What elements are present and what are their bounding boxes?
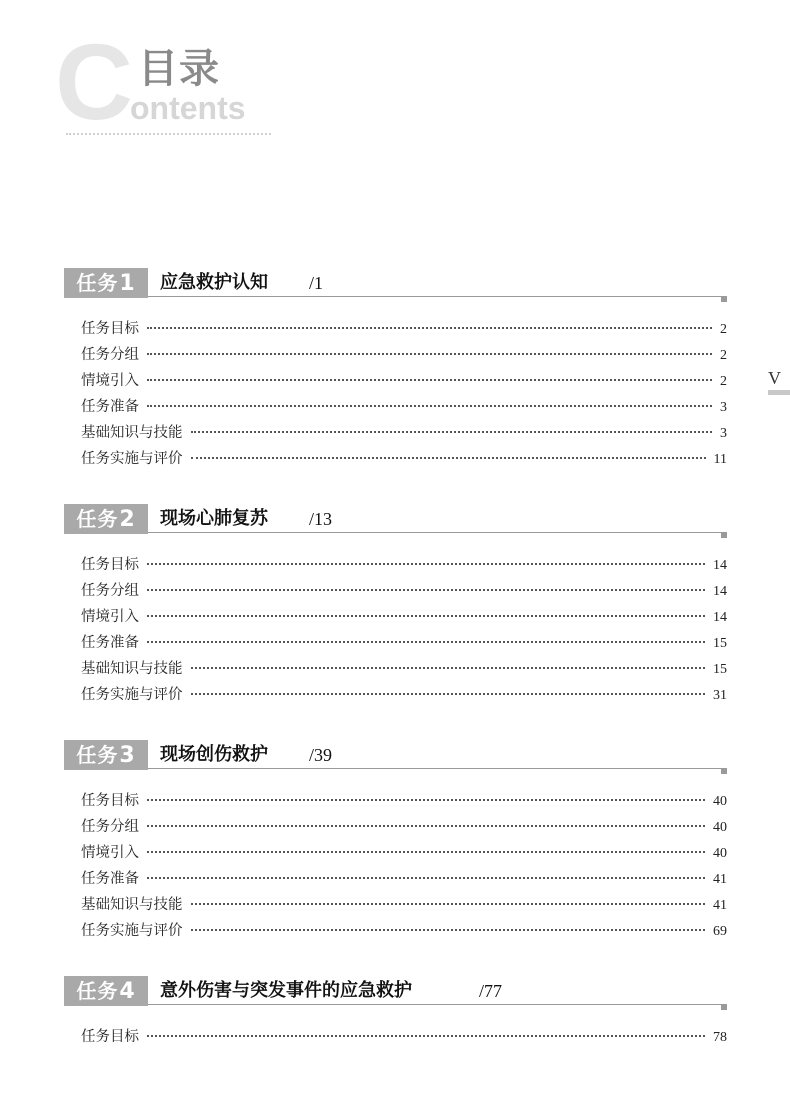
section-underline xyxy=(148,532,721,533)
section-underline xyxy=(148,296,721,297)
toc-entry-label: 任务分组 xyxy=(81,347,139,363)
toc-entry-page: 40 xyxy=(713,846,727,861)
toc-entry-page: 41 xyxy=(713,872,727,887)
toc-entry-label: 基础知识与技能 xyxy=(81,425,183,441)
toc-entry-label: 任务准备 xyxy=(81,871,139,887)
toc-entry[interactable] xyxy=(81,447,727,473)
section-page-number: /1 xyxy=(309,273,324,293)
toc-entry-page: 40 xyxy=(713,794,727,809)
dot-leader xyxy=(147,589,705,591)
section-underline xyxy=(148,1004,721,1005)
toc-entry[interactable] xyxy=(81,815,727,841)
task-badge xyxy=(64,504,148,534)
toc-entry[interactable] xyxy=(81,317,727,343)
toc-entry-label: 情境引入 xyxy=(81,373,139,389)
toc-entry-page: 31 xyxy=(713,688,727,703)
dot-leader xyxy=(191,693,706,695)
dot-leader xyxy=(147,379,712,381)
section-entries xyxy=(81,553,727,709)
task-badge-label: 任务 xyxy=(76,743,119,767)
section-title: 应急救护认知 xyxy=(160,272,268,293)
toc-entry-label: 基础知识与技能 xyxy=(81,897,183,913)
toc-entry-label: 任务分组 xyxy=(81,583,139,599)
dot-leader xyxy=(147,641,705,643)
toc-entry[interactable] xyxy=(81,893,727,919)
toc-entry[interactable] xyxy=(81,421,727,447)
header-big-letter: C xyxy=(55,21,133,142)
side-page-tab xyxy=(768,390,790,395)
task-badge-number: 2 xyxy=(119,507,136,532)
task-badge-number: 4 xyxy=(119,979,136,1004)
dot-leader xyxy=(147,877,705,879)
section-header[interactable] xyxy=(64,504,727,542)
section-entries xyxy=(81,789,727,945)
dot-leader xyxy=(191,457,706,459)
dot-leader xyxy=(147,615,705,617)
header-dotted-divider xyxy=(66,133,271,135)
section-header[interactable] xyxy=(64,740,727,778)
toc-entry-page: 11 xyxy=(713,452,727,467)
toc-entry[interactable] xyxy=(81,631,727,657)
toc-entry[interactable] xyxy=(81,395,727,421)
dot-leader xyxy=(147,353,712,355)
section-page-number: /77 xyxy=(479,981,503,1001)
toc-section-1 xyxy=(64,268,727,467)
toc-entry[interactable] xyxy=(81,789,727,815)
task-badge xyxy=(64,740,148,770)
section-header[interactable] xyxy=(64,976,727,1014)
toc-entry-label: 任务分组 xyxy=(81,819,139,835)
toc-entry-label: 情境引入 xyxy=(81,845,139,861)
task-badge xyxy=(64,268,148,298)
task-badge-number: 3 xyxy=(119,743,136,768)
toc-entry-label: 任务准备 xyxy=(81,399,139,415)
dot-leader xyxy=(191,667,706,669)
toc-entry-label: 任务目标 xyxy=(81,1029,139,1045)
toc-entry-label: 基础知识与技能 xyxy=(81,661,183,677)
task-badge-number: 1 xyxy=(119,271,136,296)
toc-entry-label: 任务准备 xyxy=(81,635,139,651)
side-page-number: V xyxy=(768,368,781,388)
dot-leader xyxy=(147,851,705,853)
dot-leader xyxy=(147,327,712,329)
toc-entry[interactable] xyxy=(81,657,727,683)
toc-entry[interactable] xyxy=(81,369,727,395)
task-badge-label: 任务 xyxy=(76,271,119,295)
toc-entry-label: 任务目标 xyxy=(81,793,139,809)
toc-entry-label: 情境引入 xyxy=(81,609,139,625)
section-title: 现场心肺复苏 xyxy=(160,508,268,529)
page-title: 目录 xyxy=(138,46,220,92)
toc-entry-label: 任务目标 xyxy=(81,321,139,337)
toc-entry[interactable] xyxy=(81,553,727,579)
section-end-square xyxy=(721,768,727,774)
toc-entry[interactable] xyxy=(81,919,727,945)
toc-entry[interactable] xyxy=(81,343,727,369)
toc-entry-page: 78 xyxy=(713,1030,727,1045)
toc-entry-page: 14 xyxy=(713,558,727,573)
section-page-number: /39 xyxy=(309,745,333,765)
section-entries xyxy=(81,317,727,473)
toc-section-2 xyxy=(64,504,727,703)
dot-leader xyxy=(147,1035,705,1037)
dot-leader xyxy=(191,929,706,931)
toc-header xyxy=(0,0,300,150)
toc-entry[interactable] xyxy=(81,605,727,631)
section-end-square xyxy=(721,532,727,538)
toc-entry-label: 任务实施与评价 xyxy=(81,687,183,703)
section-end-square xyxy=(721,1004,727,1010)
toc-entry[interactable] xyxy=(81,841,727,867)
toc-entry[interactable] xyxy=(81,1025,727,1051)
task-badge-label: 任务 xyxy=(76,507,119,531)
toc-entry-page: 14 xyxy=(713,584,727,599)
toc-entry-page: 41 xyxy=(713,898,727,913)
toc-entry-page: 3 xyxy=(720,400,727,415)
toc-entry-page: 15 xyxy=(713,636,727,651)
dot-leader xyxy=(147,563,705,565)
toc-entry-label: 任务实施与评价 xyxy=(81,923,183,939)
section-title: 意外伤害与突发事件的应急救护 xyxy=(160,980,412,1001)
section-entries xyxy=(81,1025,727,1051)
dot-leader xyxy=(147,799,705,801)
toc-entry-page: 2 xyxy=(720,348,727,363)
toc-entry-label: 任务实施与评价 xyxy=(81,451,183,467)
toc-entry-page: 2 xyxy=(720,322,727,337)
toc-entry-page: 15 xyxy=(713,662,727,677)
toc-section-4 xyxy=(64,976,727,1045)
task-badge-label: 任务 xyxy=(76,979,119,1003)
toc-entry-page: 2 xyxy=(720,374,727,389)
dot-leader xyxy=(191,903,706,905)
toc-entry-page: 40 xyxy=(713,820,727,835)
toc-entry-page: 3 xyxy=(720,426,727,441)
toc-entry[interactable] xyxy=(81,683,727,709)
toc-section-3 xyxy=(64,740,727,939)
section-page-number: /13 xyxy=(309,509,333,529)
toc-entry[interactable] xyxy=(81,579,727,605)
dot-leader xyxy=(147,825,705,827)
dot-leader xyxy=(147,405,712,407)
dot-leader xyxy=(191,431,713,433)
section-header[interactable] xyxy=(64,268,727,306)
toc-entry-page: 14 xyxy=(713,610,727,625)
toc-entry-page: 69 xyxy=(713,924,727,939)
page-subtitle: ontents xyxy=(130,90,246,126)
toc-entry-label: 任务目标 xyxy=(81,557,139,573)
toc-entry[interactable] xyxy=(81,867,727,893)
section-underline xyxy=(148,768,721,769)
section-end-square xyxy=(721,296,727,302)
task-badge xyxy=(64,976,148,1006)
section-title: 现场创伤救护 xyxy=(160,744,268,765)
